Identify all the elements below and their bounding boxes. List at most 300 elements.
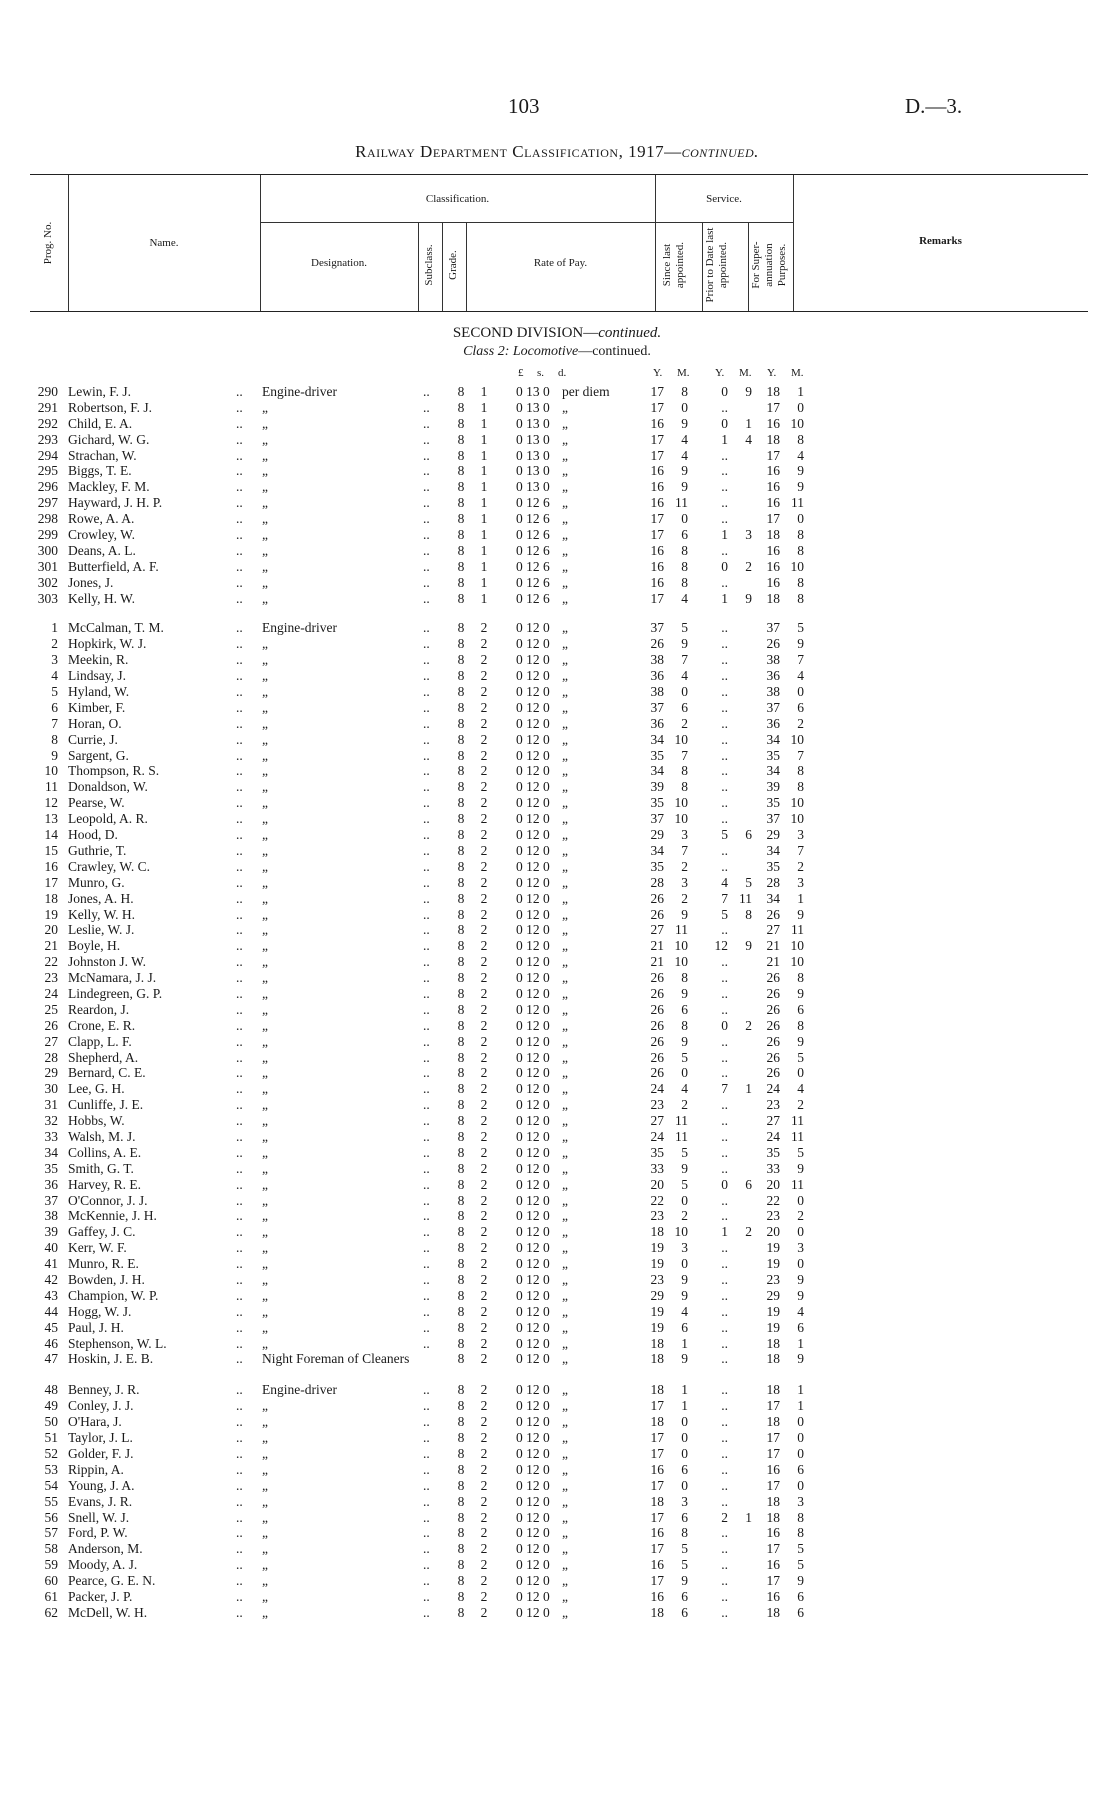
cell-prior-months: 9 [745, 590, 752, 606]
cell-rate-period: „ [562, 636, 568, 652]
cell-subclass: 8 [457, 684, 465, 700]
cell-prog-no: 22 [44, 954, 58, 970]
table-row [0, 1002, 1114, 1018]
cell-prior-years: .. [721, 542, 728, 558]
cell-super-months: 8 [797, 431, 804, 447]
unit-months-prior: M. [739, 367, 752, 379]
cell-name: Donaldson, W. [68, 779, 148, 795]
cell-name: Kelly, H. W. [68, 590, 135, 606]
cell-rate: 0 13 0 [516, 384, 550, 399]
cell-rate: 0 12 0 [516, 1160, 550, 1176]
leader-dots: .. [236, 558, 243, 574]
cell-rate-period: „ [562, 954, 568, 970]
table-row [0, 795, 1114, 811]
cell-super-months: 3 [797, 1493, 804, 1509]
cell-since-months: 9 [681, 636, 688, 652]
cell-grade: 2 [480, 858, 488, 874]
cell-prior-years: .. [721, 1113, 728, 1129]
cell-since-years: 17 [650, 1398, 664, 1414]
cell-name: Kimber, F. [68, 699, 126, 715]
cell-super-years: 26 [766, 906, 780, 922]
cell-name: Kerr, W. F. [68, 1240, 127, 1256]
cell-name: Collins, A. E. [68, 1144, 142, 1160]
cell-rate: 0 12 0 [516, 1271, 550, 1287]
cell-subclass: 8 [457, 1033, 465, 1049]
cell-name: Hood, D. [68, 827, 118, 843]
cell-grade: 2 [480, 620, 488, 636]
cell-rate: 0 12 0 [516, 858, 550, 874]
leader-dots: .. [236, 479, 243, 495]
cell-subclass: 8 [457, 938, 465, 954]
cell-rate-period: „ [562, 1128, 568, 1144]
leader-dots: .. [236, 763, 243, 779]
cell-super-years: 23 [766, 1097, 780, 1113]
cell-subclass: 8 [457, 652, 465, 668]
cell-super-years: 23 [766, 1271, 780, 1287]
cell-rate-period: „ [562, 1477, 568, 1493]
cell-prior-months: 1 [745, 1081, 752, 1097]
cell-since-years: 26 [650, 636, 664, 652]
cell-grade: 2 [480, 1192, 488, 1208]
cell-name: Hogg, W. J. [68, 1303, 132, 1319]
cell-super-months: 5 [797, 1144, 804, 1160]
cell-rate: 0 12 0 [516, 1525, 550, 1541]
cell-grade: 1 [480, 447, 488, 463]
cell-name: Stephenson, W. L. [68, 1335, 167, 1351]
cell-name: Packer, J. P. [68, 1589, 133, 1605]
cell-since-months: 7 [681, 842, 688, 858]
cell-prog-no: 25 [44, 1001, 58, 1017]
leader-dots: .. [236, 747, 243, 763]
leader-dots: .. [423, 1208, 430, 1224]
leader-dots: .. [423, 431, 430, 447]
leader-dots: .. [423, 874, 430, 890]
leader-dots: .. [423, 1081, 430, 1097]
cell-designation: „ [262, 527, 268, 543]
cell-subclass: 8 [457, 1493, 465, 1509]
cell-grade: 2 [480, 1081, 488, 1097]
cell-designation: „ [262, 1398, 268, 1414]
leader-dots: .. [236, 1303, 243, 1319]
leader-dots: .. [423, 1509, 430, 1525]
leader-dots: .. [423, 795, 430, 811]
cell-prog-no: 296 [37, 479, 58, 495]
cell-subclass: 8 [457, 1240, 465, 1256]
cell-since-months: 3 [681, 1240, 688, 1256]
cell-since-years: 17 [650, 1477, 664, 1493]
cell-super-years: 24 [766, 1128, 780, 1144]
cell-prog-no: 51 [44, 1430, 58, 1446]
leader-dots: .. [423, 1128, 430, 1144]
cell-since-years: 16 [650, 542, 664, 558]
cell-rate: 0 12 0 [516, 1001, 550, 1017]
cell-prog-no: 3 [51, 652, 58, 668]
cell-rate: 0 13 0 [516, 415, 550, 431]
cell-prior-years: .. [721, 1382, 728, 1398]
cell-designation: „ [262, 699, 268, 715]
cell-subclass: 8 [457, 590, 465, 606]
cell-rate-period: „ [562, 1065, 568, 1081]
cell-rate-period: „ [562, 1493, 568, 1509]
cell-since-years: 19 [650, 1256, 664, 1272]
cell-rate-period: „ [562, 527, 568, 543]
cell-grade: 2 [480, 890, 488, 906]
cell-rate: 0 12 6 [516, 511, 550, 527]
cell-grade: 2 [480, 1493, 488, 1509]
cell-name: Ford, P. W. [68, 1525, 128, 1541]
cell-rate-period: „ [562, 1160, 568, 1176]
cell-super-months: 5 [797, 620, 804, 636]
table-row [0, 620, 1114, 636]
table-row [0, 748, 1114, 764]
cell-subclass: 8 [457, 1430, 465, 1446]
cell-since-years: 29 [650, 827, 664, 843]
leader-dots: .. [423, 652, 430, 668]
table-row [0, 843, 1114, 859]
leader-dots: .. [236, 715, 243, 731]
leader-dots: .. [423, 511, 430, 527]
cell-super-years: 20 [766, 1224, 780, 1240]
table-row [0, 1462, 1114, 1478]
cell-super-months: 0 [797, 1065, 804, 1081]
cell-rate-period: „ [562, 779, 568, 795]
table-row [0, 384, 1114, 400]
cell-since-years: 17 [650, 1509, 664, 1525]
cell-prog-no: 55 [44, 1493, 58, 1509]
cell-since-years: 18 [650, 1224, 664, 1240]
cell-prog-no: 16 [44, 858, 58, 874]
cell-super-years: 34 [766, 890, 780, 906]
cell-since-months: 6 [681, 1461, 688, 1477]
cell-rate: 0 12 0 [516, 668, 550, 684]
leader-dots: .. [236, 1033, 243, 1049]
cell-rate: 0 12 0 [516, 652, 550, 668]
leader-dots: .. [236, 495, 243, 511]
cell-rate: 0 12 0 [516, 1414, 550, 1430]
cell-subclass: 8 [457, 1160, 465, 1176]
cell-grade: 2 [480, 874, 488, 890]
cell-rate-period: „ [562, 447, 568, 463]
cell-prog-no: 24 [44, 985, 58, 1001]
cell-grade: 2 [480, 652, 488, 668]
header-rate-of-pay: Rate of Pay. [533, 257, 588, 269]
cell-super-years: 19 [766, 1240, 780, 1256]
cell-rate: 0 12 0 [516, 1589, 550, 1605]
leader-dots: .. [236, 511, 243, 527]
cell-rate-period: „ [562, 906, 568, 922]
cell-rate-period: „ [562, 1557, 568, 1573]
cell-super-years: 38 [766, 684, 780, 700]
cell-super-months: 11 [791, 922, 804, 938]
cell-designation: „ [262, 1271, 268, 1287]
cell-prior-years: .. [721, 1303, 728, 1319]
cell-rate-period: „ [562, 811, 568, 827]
cell-subclass: 8 [457, 574, 465, 590]
cell-prior-years: .. [721, 1604, 728, 1620]
leader-dots: .. [236, 1319, 243, 1335]
cell-rate-period: „ [562, 858, 568, 874]
cell-subclass: 8 [457, 1144, 465, 1160]
cell-name: O'Connor, J. J. [68, 1192, 148, 1208]
cell-since-years: 35 [650, 858, 664, 874]
cell-since-years: 38 [650, 652, 664, 668]
cell-super-years: 16 [766, 1461, 780, 1477]
cell-super-months: 11 [791, 1128, 804, 1144]
cell-subclass: 8 [457, 447, 465, 463]
cell-name: Hobbs, W. [68, 1113, 125, 1129]
leader-dots: .. [423, 1477, 430, 1493]
unit-years-since: Y. [653, 367, 663, 379]
cell-since-months: 8 [681, 542, 688, 558]
leader-dots: .. [236, 1144, 243, 1160]
cell-name: Kelly, W. H. [68, 906, 135, 922]
leader-dots: .. [236, 1176, 243, 1192]
cell-super-months: 10 [790, 938, 804, 954]
cell-prior-years: .. [721, 1256, 728, 1272]
cell-super-months: 1 [797, 1382, 804, 1398]
cell-super-months: 6 [797, 1589, 804, 1605]
cell-since-years: 21 [650, 938, 664, 954]
leader-dots: .. [236, 431, 243, 447]
cell-since-years: 17 [650, 590, 664, 606]
cell-since-months: 0 [681, 1065, 688, 1081]
table-row [0, 1430, 1114, 1446]
cell-since-years: 35 [650, 795, 664, 811]
cell-designation: „ [262, 747, 268, 763]
cell-since-months: 0 [681, 684, 688, 700]
cell-designation: „ [262, 463, 268, 479]
cell-since-years: 26 [650, 890, 664, 906]
leader-dots: .. [236, 1541, 243, 1557]
cell-subclass: 8 [457, 479, 465, 495]
cell-prog-no: 291 [37, 399, 58, 415]
table-row [0, 1320, 1114, 1336]
leader-dots: .. [236, 985, 243, 1001]
leader-dots: .. [236, 1065, 243, 1081]
cell-super-months: 2 [797, 1097, 804, 1113]
cell-designation: „ [262, 1557, 268, 1573]
cell-prior-years: .. [721, 1557, 728, 1573]
cell-subclass: 8 [457, 763, 465, 779]
cell-grade: 2 [480, 1351, 488, 1367]
cell-since-years: 16 [650, 495, 664, 511]
cell-designation: „ [262, 415, 268, 431]
cell-subclass: 8 [457, 431, 465, 447]
cell-rate-period: „ [562, 1430, 568, 1446]
cell-since-months: 8 [681, 970, 688, 986]
cell-designation: „ [262, 779, 268, 795]
cell-designation: „ [262, 731, 268, 747]
cell-super-months: 9 [797, 1271, 804, 1287]
cell-since-months: 11 [675, 1128, 688, 1144]
cell-subclass: 8 [457, 1113, 465, 1129]
cell-designation: „ [262, 1509, 268, 1525]
cell-designation: „ [262, 1081, 268, 1097]
cell-since-months: 5 [681, 1049, 688, 1065]
cell-rate-period: „ [562, 1240, 568, 1256]
cell-rate-period: „ [562, 1256, 568, 1272]
cell-name: Leopold, A. R. [68, 811, 148, 827]
leader-dots: .. [423, 906, 430, 922]
cell-super-months: 2 [797, 858, 804, 874]
cell-super-months: 1 [797, 890, 804, 906]
cell-subclass: 8 [457, 1287, 465, 1303]
cell-designation: „ [262, 1208, 268, 1224]
cell-designation: „ [262, 1033, 268, 1049]
cell-subclass: 8 [457, 1303, 465, 1319]
cell-subclass: 8 [457, 527, 465, 543]
cell-designation: „ [262, 1430, 268, 1446]
cell-designation: „ [262, 938, 268, 954]
cell-prog-no: 20 [44, 922, 58, 938]
leader-dots: .. [423, 479, 430, 495]
cell-super-months: 1 [797, 1398, 804, 1414]
cell-since-years: 35 [650, 1144, 664, 1160]
cell-grade: 1 [480, 479, 488, 495]
cell-super-months: 3 [797, 1240, 804, 1256]
cell-name: Snell, W. J. [68, 1509, 130, 1525]
cell-subclass: 8 [457, 985, 465, 1001]
unit-shillings: s. [537, 367, 545, 379]
table-row [0, 1478, 1114, 1494]
cell-name: Paul, J. H. [68, 1319, 124, 1335]
leader-dots: .. [423, 558, 430, 574]
cell-name: Deans, A. L. [68, 542, 136, 558]
cell-rate: 0 12 0 [516, 1557, 550, 1573]
cell-prior-years: .. [721, 1493, 728, 1509]
cell-subclass: 8 [457, 858, 465, 874]
cell-designation: „ [262, 1287, 268, 1303]
leader-dots: .. [236, 415, 243, 431]
table-row [0, 1541, 1114, 1557]
cell-grade: 2 [480, 684, 488, 700]
cell-subclass: 8 [457, 1224, 465, 1240]
cell-subclass: 8 [457, 1414, 465, 1430]
cell-prog-no: 47 [44, 1351, 58, 1367]
cell-subclass: 8 [457, 1335, 465, 1351]
cell-designation: „ [262, 811, 268, 827]
leader-dots: .. [423, 1541, 430, 1557]
cell-rate: 0 12 0 [516, 1033, 550, 1049]
cell-prog-no: 7 [51, 715, 58, 731]
cell-since-months: 2 [681, 858, 688, 874]
cell-designation: „ [262, 399, 268, 415]
cell-name: Crawley, W. C. [68, 858, 150, 874]
cell-super-years: 24 [766, 1081, 780, 1097]
table-row [0, 416, 1114, 432]
cell-rate: 0 12 0 [516, 1319, 550, 1335]
cell-since-months: 8 [681, 763, 688, 779]
cell-super-months: 0 [797, 1430, 804, 1446]
cell-subclass: 8 [457, 1557, 465, 1573]
cell-rate: 0 12 0 [516, 1477, 550, 1493]
cell-subclass: 8 [457, 1573, 465, 1589]
cell-grade: 2 [480, 1001, 488, 1017]
cell-since-years: 21 [650, 954, 664, 970]
cell-grade: 2 [480, 1224, 488, 1240]
cell-prior-months: 4 [745, 431, 752, 447]
cell-super-months: 0 [797, 1224, 804, 1240]
cell-super-years: 35 [766, 795, 780, 811]
cell-super-years: 18 [766, 1604, 780, 1620]
cell-since-years: 17 [650, 1541, 664, 1557]
cell-since-years: 16 [650, 415, 664, 431]
cell-since-years: 24 [650, 1081, 664, 1097]
cell-prior-years: .. [721, 574, 728, 590]
cell-prior-years: .. [721, 763, 728, 779]
cell-prog-no: 45 [44, 1319, 58, 1335]
leader-dots: .. [236, 1192, 243, 1208]
cell-rate: 0 12 6 [516, 590, 550, 606]
table-row [0, 1272, 1114, 1288]
cell-designation: „ [262, 1049, 268, 1065]
cell-name: Lindsay, J. [68, 668, 126, 684]
cell-designation: „ [262, 1192, 268, 1208]
cell-prog-no: 34 [44, 1144, 58, 1160]
cell-subclass: 8 [457, 906, 465, 922]
cell-prior-years: 7 [721, 890, 728, 906]
cell-rate-period: „ [562, 1097, 568, 1113]
cell-rate: 0 12 6 [516, 542, 550, 558]
cell-prog-no: 28 [44, 1049, 58, 1065]
leader-dots: .. [423, 1287, 430, 1303]
cell-super-years: 37 [766, 699, 780, 715]
table-row [0, 1065, 1114, 1081]
cell-super-years: 34 [766, 731, 780, 747]
cell-prog-no: 9 [51, 747, 58, 763]
leader-dots: .. [423, 542, 430, 558]
cell-name: Walsh, M. J. [68, 1128, 136, 1144]
cell-prior-years: .. [721, 668, 728, 684]
leader-dots: .. [423, 1414, 430, 1430]
cell-super-months: 2 [797, 715, 804, 731]
table-row [0, 1177, 1114, 1193]
cell-since-years: 19 [650, 1240, 664, 1256]
cell-grade: 1 [480, 463, 488, 479]
cell-since-years: 18 [650, 1414, 664, 1430]
table-row [0, 1034, 1114, 1050]
cell-since-months: 4 [681, 447, 688, 463]
cell-super-years: 37 [766, 811, 780, 827]
cell-rate: 0 12 0 [516, 1256, 550, 1272]
cell-prog-no: 6 [51, 699, 58, 715]
cell-since-years: 23 [650, 1208, 664, 1224]
leader-dots: .. [236, 954, 243, 970]
cell-rate-period: „ [562, 1335, 568, 1351]
cell-designation: „ [262, 1065, 268, 1081]
cell-rate-period: „ [562, 652, 568, 668]
cell-since-years: 34 [650, 842, 664, 858]
cell-super-months: 1 [797, 384, 804, 399]
cell-designation: „ [262, 542, 268, 558]
cell-prior-years: .. [721, 463, 728, 479]
leader-dots: .. [236, 1573, 243, 1589]
cell-grade: 2 [480, 1477, 488, 1493]
cell-prog-no: 26 [44, 1017, 58, 1033]
cell-name: Munro, G. [68, 874, 125, 890]
leader-dots: .. [236, 1604, 243, 1620]
cell-since-years: 18 [650, 1351, 664, 1367]
table-row [0, 1193, 1114, 1209]
leader-dots: .. [423, 1176, 430, 1192]
cell-grade: 2 [480, 747, 488, 763]
cell-rate: 0 12 6 [516, 527, 550, 543]
cell-super-years: 26 [766, 1033, 780, 1049]
cell-grade: 2 [480, 1525, 488, 1541]
cell-grade: 2 [480, 731, 488, 747]
cell-prior-years: .. [721, 779, 728, 795]
cell-prog-no: 297 [37, 495, 58, 511]
